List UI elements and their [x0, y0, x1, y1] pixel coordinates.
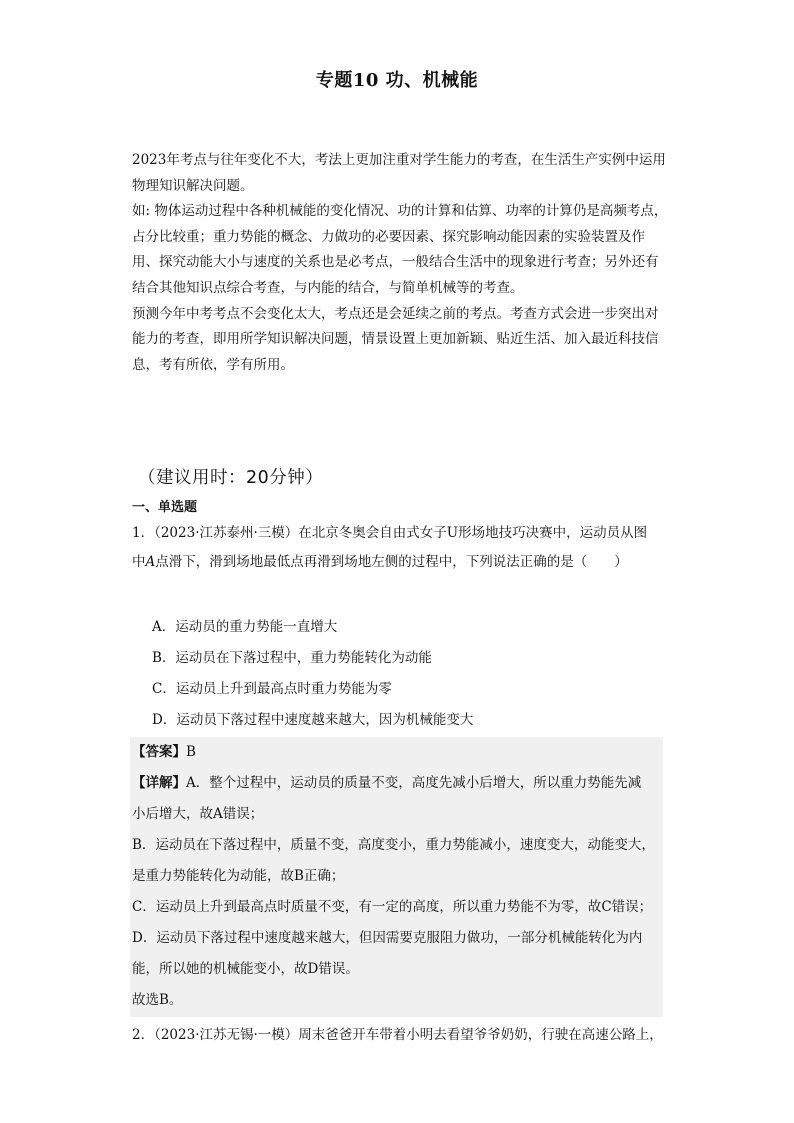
- detail-label: 【详解】: [132, 775, 186, 791]
- answer-line: [130, 737, 663, 768]
- question-1-line-2-pre: 中: [132, 554, 146, 570]
- answer-block: [130, 737, 663, 1017]
- option-a: A．运动员的重力势能一直增大: [152, 619, 338, 635]
- question-1-line-1: 1．（2023·江苏泰州·三模）在北京冬奥会自由式女子U形场地技巧决赛中，运动员从图: [132, 525, 648, 541]
- detail-line-3: B．运动员在下落过程中，质量不变，高度变小，重力势能减小，速度变大，动能变大，: [132, 837, 655, 853]
- question-1: [132, 519, 668, 577]
- option-d: D．运动员下落过程中速度越来越大，因为机械能变大: [152, 712, 474, 728]
- section-heading: 一、单选题: [132, 500, 198, 515]
- detail-line-6: D．运动员下落过程中速度越来越大，但因需要克服阻力做功，一部分机械能转化为内: [132, 930, 643, 946]
- question-1-line-2-post: 点滑下，滑到场地最低点再滑到场地左侧的过程中，下列说法正确的是（ ）: [155, 554, 628, 570]
- question-1-line-2: [132, 548, 668, 577]
- question-1-options: [152, 612, 473, 736]
- intro-paragraph-1: 2023年考点与往年变化不大，考法上更加注重对学生能力的考查，在生活生产实例中运用物理知识解决问题。: [132, 152, 666, 194]
- detail-line-5: C．运动员上升到最高点时质量不变，有一定的高度，所以重力势能不为零，故C错误；: [132, 899, 653, 915]
- detail-line-2: 小后增大，故A错误；: [132, 806, 264, 822]
- point-a-label: A: [145, 554, 156, 570]
- detail-line-1: [130, 768, 663, 799]
- answer-value: B: [186, 744, 196, 760]
- detail-line-8: 故选B。: [132, 992, 183, 1008]
- suggested-time: （建议用时：20分钟）: [138, 468, 324, 488]
- intro-paragraph-3: 预测今年中考考点不会变化太大，考点还是会延续之前的考点。考查方式会进一步突出对能力的考查，即用所学知识解决问题，情景设置上更加新颖、贴近生活、加入最近科技信息，考有所依，学有所用。: [132, 305, 659, 373]
- option-b: B．运动员在下落过程中，重力势能转化为动能: [152, 650, 432, 666]
- question-2: 2．（2023·江苏无锡·一模）周末爸爸开车带着小明去看望爷爷奶奶，行驶在高速公路上，: [132, 1027, 663, 1043]
- intro-paragraph-2: 如: 物体运动过程中各种机械能的变化情况、功的计算和估算、功率的计算仍是高频考点，占分比较重；重力势能的概念、力做功的必要因素、探究影响动能因素的实验装置及作用、探究动能大小与速度的关系也是必考点，一般结合生活中的现象进行考查；另外还有结合其他知识点综合考查，与内能的结合，与简单机械等的考查。: [132, 203, 668, 296]
- page-title: 专题10 功、机械能: [315, 70, 479, 91]
- detail-text-1: A．整个过程中，运动员的质量不变，高度先减小后增大，所以重力势能先减: [186, 775, 642, 791]
- answer-label: 【答案】: [132, 744, 186, 760]
- intro-section: [132, 148, 668, 378]
- detail-line-4: 是重力势能转化为动能，故B正确；: [132, 868, 345, 884]
- option-c: C．运动员上升到最高点时重力势能为零: [152, 681, 392, 697]
- detail-line-7: 能，所以她的机械能变小，故D错误。: [132, 961, 359, 977]
